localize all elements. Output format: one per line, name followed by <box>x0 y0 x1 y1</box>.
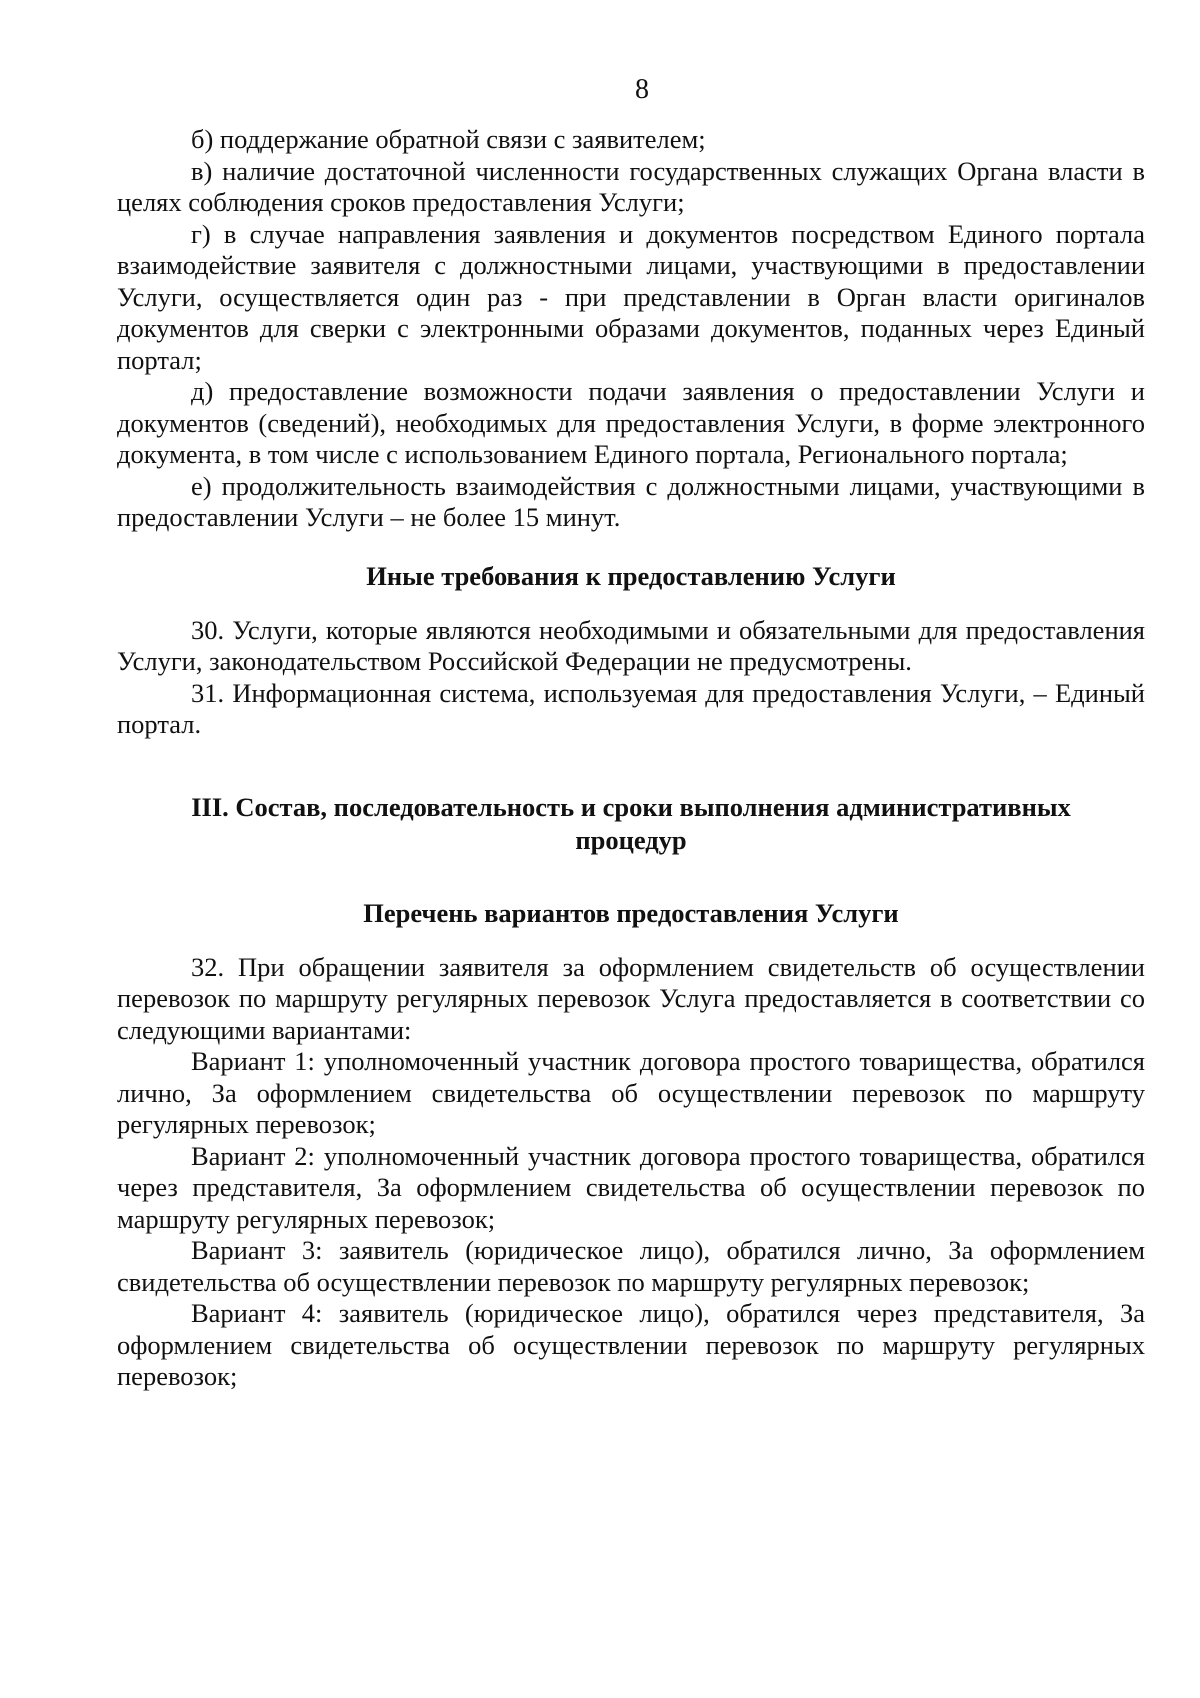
page-number: 8 <box>635 74 649 105</box>
variant-1: Вариант 1: уполномоченный участник договора простого товарищества, обратился лично, За оформлением свидетельства об осуществлении перевозок по маршруту регулярных перевозок; <box>117 1046 1145 1139</box>
variant-2: Вариант 2: уполномоченный участник договора простого товарищества, обратился через представителя, За оформлением свидетельства об осуществлении перевозок по маршруту регулярных перевозок; <box>117 1140 1145 1234</box>
paragraph-32: 32. При обращении заявителя за оформлением свидетельств об осуществлении перевозок по маршруту регулярных перевозок Услуга предоставляется в соответствии со следующими вариантами: <box>117 951 1145 1045</box>
spacer <box>117 593 1145 615</box>
section-heading-other-requirements: Иные требования к предоставлению Услуги <box>366 560 896 591</box>
variant-3: Вариант 3: заявитель (юридическое лицо), обратился лично, За оформлением свидетельства об осуществлении перевозок по маршруту регулярных перевозок; <box>117 1235 1145 1297</box>
section-heading-variants: Перечень вариантов предоставления Услуги <box>363 897 899 928</box>
spacer <box>117 930 1145 952</box>
document-page <box>117 60 1145 1393</box>
list-item-d: д) предоставление возможности подачи заявления о предоставлении Услуги и документов (сведений), необходимых для предоставления Услуги, в форме электронного документа, в том числе с использованием Единого портала, Регионального портала; <box>117 376 1145 469</box>
variant-4: Вариант 4: заявитель (юридическое лицо), обратился через представителя, За оформлением свидетельства об осуществлении перевозок по маршруту регулярных перевозок; <box>117 1298 1145 1391</box>
list-item-g: г) в случае направления заявления и документов посредством Единого портала взаимодействие заявителя с должностными лицами, участвующими в предоставлении Услуги, осуществляется один раз - при представлении в Орган власти оригиналов документов для сверки с электронными образами документов, поданных через Единый портал; <box>117 218 1145 375</box>
list-item-v: в) наличие достаточной численности государственных служащих Органа власти в целях соблюдения сроков предоставления Услуги; <box>117 155 1145 217</box>
chapter-heading-line-1: III. Состав, последовательность и сроки выполнения административных <box>191 791 1071 822</box>
chapter-heading-line-2: процедур <box>575 824 687 855</box>
paragraph-31: 31. Информационная система, используемая для предоставления Услуги, – Единый портал. <box>117 677 1145 739</box>
spacer <box>117 857 1145 897</box>
list-item-e: е) продолжительность взаимодействия с должностными лицами, участвующими в предоставлении Услуги – не более 15 минут. <box>117 470 1145 532</box>
spacer <box>117 534 1145 560</box>
paragraph-30: 30. Услуги, которые являются необходимыми и обязательными для предоставления Услуги, законодательством Российской Федерации не предусмотрены. <box>117 614 1145 676</box>
list-item-b: б) поддержание обратной связи с заявителем; <box>191 124 706 154</box>
spacer <box>117 741 1145 791</box>
